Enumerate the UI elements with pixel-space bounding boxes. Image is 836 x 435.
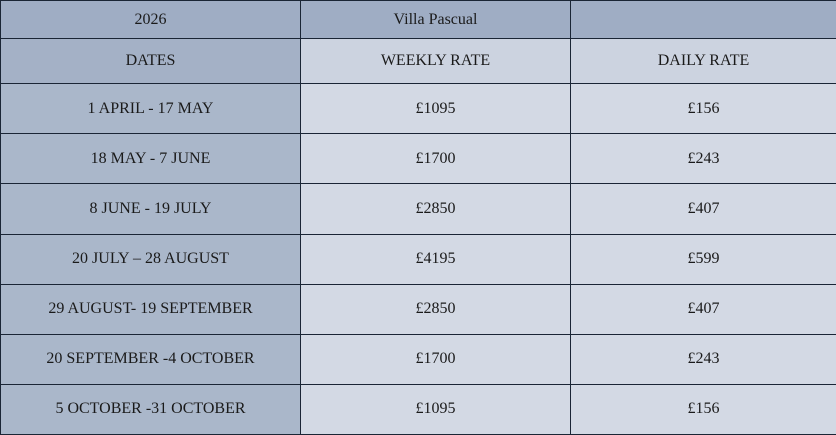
cell-weekly-rate: £1095: [301, 84, 571, 134]
cell-daily-rate: £407: [571, 184, 836, 234]
cell-daily-rate: £243: [571, 334, 836, 384]
table-title-row: [1, 1, 836, 39]
cell-dates: 20 SEPTEMBER -4 OCTOBER: [1, 334, 301, 384]
table-row: [1, 84, 836, 134]
cell-weekly-rate: £1095: [301, 384, 571, 434]
cell-dates: 1 APRIL - 17 MAY: [1, 84, 301, 134]
cell-daily-rate: £156: [571, 84, 836, 134]
cell-weekly-rate: £4195: [301, 234, 571, 284]
column-header-daily-rate: DAILY RATE: [571, 39, 836, 84]
column-header-dates: DATES: [1, 39, 301, 84]
cell-weekly-rate: £2850: [301, 184, 571, 234]
cell-daily-rate: £243: [571, 134, 836, 184]
cell-dates: 18 MAY - 7 JUNE: [1, 134, 301, 184]
cell-dates: 20 JULY – 28 AUGUST: [1, 234, 301, 284]
villa-name-cell: Villa Pascual: [301, 1, 571, 39]
year-cell: 2026: [1, 1, 301, 39]
cell-weekly-rate: £2850: [301, 284, 571, 334]
table-row: [1, 184, 836, 234]
cell-weekly-rate: £1700: [301, 134, 571, 184]
cell-weekly-rate: £1700: [301, 334, 571, 384]
table-row: [1, 384, 836, 434]
cell-daily-rate: £599: [571, 234, 836, 284]
table-row: [1, 284, 836, 334]
cell-dates: 5 OCTOBER -31 OCTOBER: [1, 384, 301, 434]
cell-daily-rate: £407: [571, 284, 836, 334]
cell-dates: 8 JUNE - 19 JULY: [1, 184, 301, 234]
column-header-weekly-rate: WEEKLY RATE: [301, 39, 571, 84]
table-row: [1, 134, 836, 184]
table-column-header-row: [1, 39, 836, 84]
title-blank-cell: [571, 1, 836, 39]
cell-daily-rate: £156: [571, 384, 836, 434]
cell-dates: 29 AUGUST- 19 SEPTEMBER: [1, 284, 301, 334]
table-row: [1, 334, 836, 384]
table-row: [1, 234, 836, 284]
